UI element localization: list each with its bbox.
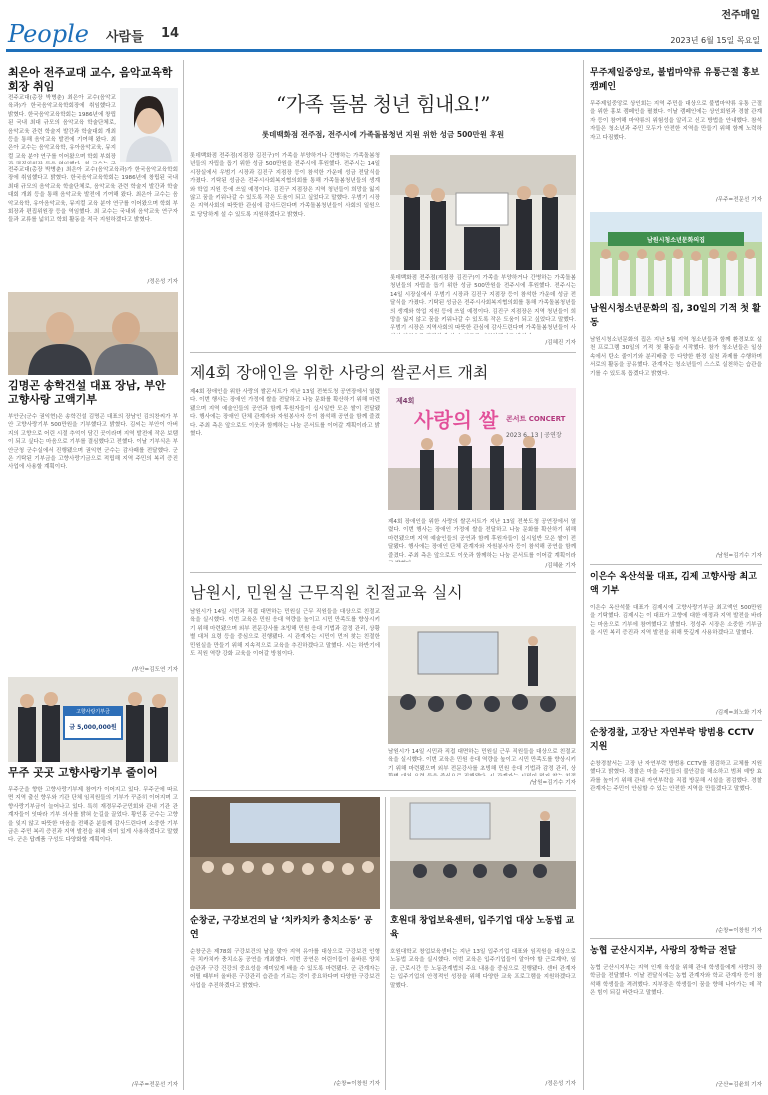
newspaper-name: 전주매일: [721, 10, 760, 21]
byline: /무주=전문선 기자: [131, 1082, 178, 1088]
byline: /정은성 기자: [147, 279, 178, 285]
article-body: 농협 군산시지부는 지역 인재 육성을 위해 관내 학생들에게 사랑의 장학금을 전달했다. 이날 전달식에는 농협 관계자와 학교 관계자 등이 참석해 학생들을 격려했다. 지부장은 학생들이 꿈을 향해 나아가는 데 작은 힘이 되길 바란다고 말했다.: [590, 965, 762, 997]
column-divider: [183, 60, 184, 1090]
byline: /정은성 기자: [545, 1081, 576, 1087]
article-headline: 농협 군산시지부, 사랑의 장학금 전달: [590, 946, 737, 956]
article-body: 남원시가 14일 시민과 직접 대면하는 민원실 근무 직원들을 대상으로 친절교육을 실시했다. 이번 교육은 민원 응대 역량을 높이고 시민 만족도를 향상시키기 위해 마련됐으며 외부 전문강사를 초빙해 민원 응대 기법과 감정 관리, 상황별 대처 요령 등을 중심으로 진행됐다. 시 관계자는 시민이 먼저 찾는 친절한 민원실을 만들기 위해 지속적으로 교육을 추진하겠다고 말했다. 시는 하반기에도 직원 역량 강화 교육을 이어갈 방침이다.: [190, 609, 380, 658]
article-body: 호원대학교 창업보육센터는 지난 13일 입주기업 대표와 임직원을 대상으로 노동법 교육을 실시했다. 이번 교육은 입주기업들이 알아야 할 근로계약, 임금, 근로시간 등 노동관계법의 주요 내용을 중심으로 진행됐다. 센터 관계자는 입주기업의 안정적인 성장을 위해 다양한 교육 프로그램을 지원하겠다고 말했다.: [390, 949, 576, 989]
poster-info: 2023 6. 13 | 공연장: [506, 432, 562, 439]
portrait-photo: [120, 88, 178, 162]
page-number: 14: [161, 26, 180, 41]
article-muju-campaign: [590, 66, 762, 206]
column-divider: [385, 797, 386, 1090]
article-sunchang-dental: [190, 914, 380, 1090]
article-gimje-donation: [590, 570, 762, 718]
youth-group-photo: [590, 212, 762, 296]
lotte-ceremony-photo: [390, 155, 576, 270]
byline: /순창=이창원 기자: [333, 1081, 380, 1087]
poster-title: 사랑의 쌀: [414, 408, 499, 432]
article-headline: 최은아 전주교대 교수, 음악교육학회장 취임: [8, 66, 173, 93]
article-muju-donations: [8, 766, 178, 1091]
article-headline: 남원시, 민원실 근무직원 친절교육 실시: [190, 583, 463, 602]
issue-date: 2023년 6월 15일 목요일: [670, 36, 760, 45]
article-sunchang-cctv: [590, 726, 762, 936]
article-divider: [590, 938, 762, 939]
byline: /김혜윤 기자: [545, 563, 576, 569]
article-body: 순창군은 제78회 구강보건의 날을 맞아 지역 유아를 대상으로 구강보건 인형극 치카치카 충치소동 공연을 개최했다. 이번 공연은 어린이들이 올바른 양치 습관과 구강 건강의 중요성을 재미있게 배울 수 있도록 마련됐다. 군 관계자는 어릴 때부터 올바른 구강관리 습관을 기르는 것이 중요하다며 다양한 구강보건 사업을 추진하겠다고 밝혔다.: [190, 949, 380, 989]
byline: /김제=최노화 기자: [715, 710, 762, 716]
article-body: 전주교대(총장 박병춘) 최은아 교수(음악교육과)가 한국음악교육학회장에 취임했다고 밝혔다. 한국음악교육학회는 1986년에 창립된 국내 최대 규모의 음악교육 학술단체로, 음악교육 관련 학술지 발간과 학술대회 개최 등을 통해 음악교육 발전에 기여해 왔다. 최은아 교수는 음악교육학, 유아음악교육, 뮤지컬 교육 분야 연구를 이어왔으며 학회 부회장: [8, 95, 116, 160]
article-body: 롯데백화점 전주점(지점장 김진구)이 가족을 부양하거나 간병하는 가족돌봄청년들의 자립을 돕기 위한 성금 500만원을 전주시에 후원했다. 전주시는 14일 시장실에서 우범기 시장과 김진구 지점장 등이 참석한 가운데 성금 전달식을 가졌다. 기탁된 성금은 전주시사회복지협의회를 통해 가족돌봄청년들의 생계와 학업 지원 등에 쓰일 예정이다. 김진구 지점장은 지역 청년들이 희망을 잃지 않고 꿈을 키워나갈 수 있도록 작은 도움이 되고 싶었다고 말했다. 우범기 시장은 지역사회의 따뜻한 관심에 감사드린다며 가족돌봄청년들이 사회의 일원으로 당당하게 설 수 있도록 지원하겠다고 밝혔다.: [190, 153, 380, 218]
page-header: [0, 0, 768, 56]
article-body: 순창경찰서는 고장 난 자연부락 방범용 CCTV를 점검하고 교체를 지원했다고 밝혔다. 경찰은 마을 주민들의 불안감을 해소하고 범죄 예방 효과를 높이기 위해 관내 자연부락을 직접 방문해 시설을 점검했다. 경찰 관계자는 주민이 안심할 수 있는 안전한 지역을 만들겠다고 말했다.: [590, 761, 762, 793]
check-ceremony-photo: [8, 677, 178, 762]
training-session-photo: [388, 626, 576, 744]
byline: /남원=김기수 기자: [715, 553, 762, 559]
byline: /김혜진 기자: [545, 340, 576, 346]
article-headline: 무주제일중앙로, 불법마약류 유통근절 홍보 캠페인: [590, 68, 760, 92]
article-gunsan-scholarship: [590, 944, 762, 1090]
article-body-cont: 전주교대(총장 박병춘) 최은아 교수(음악교육과)가 한국음악교육학회장에 취임했다고 밝혔다. 한국음악교육학회는 1986년에 창립된 국내 최대 규모의 음악교육 학술단체로, 음악교육 관련 학술지 발간과 학술대회 개최 등을 통해 음악교육 발전에 기여해 왔다. 최은아 교수는 음악교육학, 유아음악교육, 뮤지컬 교육 분야 연구를 이어왔으며 학회 부회장과 편집위원장 등을 역임했다. 최 교수는 국내외 음악교육 연구자들과 교류를 넓히고 학회 활동을 적극 지원하겠다고 밝혔다.: [8, 167, 178, 224]
article-subtitle: 롯데백화점 전주점, 전주시에 가족돌봄청년 지원 위한 성금 500만원 후원: [261, 130, 505, 139]
article-howon-labor: [390, 914, 576, 1090]
byline: /부안=김도연 기자: [131, 667, 178, 673]
article-body: 부안군(군수 권익현)은 송학건설 김명곤 대표의 장남인 김의찬씨가 부안 고향사랑기부 500만원을 기부했다고 밝혔다. 김씨는 부안이 아버지의 고향으로 어린 시절 추억이 담긴 곳이라며 지역 발전에 작은 보탬이 되고 싶다는 마음으로 기부를 결심했다고 전했다. 이날 기부식은 부안군청 군수실에서 진행됐으며 권익현 군수는 감사패를 전달했다. 군은 기탁된 기부금을 고향사랑기금으로 적립해 지역 주민의 복리 증진 사업에 사용할 계획이다.: [8, 414, 178, 471]
article-headline: 김명곤 송학건설 대표 장남, 부안 고향사랑 고액기부: [8, 379, 166, 406]
article-divider: [190, 352, 576, 353]
article-headline: “가족 돌봄 청년 힘내요!”: [276, 92, 490, 116]
column-divider: [583, 60, 584, 1090]
article-choi-euna: [8, 66, 178, 288]
byline: /군산=김윤희 기자: [715, 1082, 762, 1088]
article-headline: 무주 곳곳 고향사랑기부 줄이어: [8, 766, 158, 779]
check-title: 고향사랑기부금: [76, 709, 110, 715]
article-divider: [590, 720, 762, 721]
banner-text: 남원시청소년문화의집: [647, 237, 705, 244]
donation-photo: [8, 292, 178, 375]
poster-edition: 제4회: [396, 397, 415, 405]
article-body: 남원시청소년문화의 집은 지난 5월 지역 청소년들과 함께 환경보호 실천 프로그램 30일의 기적 첫 활동을 시작했다. 참가 청소년들은 일상 속에서 탄소 줄이기와 분리배출 등 다양한 환경 실천 과제를 수행하며 서로의 활동을 공유했다. 관계자는 청소년들이 스스로 실천하는 습관을 기를 수 있도록 돕겠다고 밝혔다.: [590, 337, 762, 377]
article-headline: 순창군, 구강보건의 날 ‘치카치카 충치소동’ 공연: [190, 916, 373, 940]
article-kim-donation: [8, 379, 178, 674]
article-headline: 순창경찰, 고장난 자연부락 방범용 CCTV 지원: [590, 728, 754, 752]
concert-stage-photo: [388, 388, 576, 510]
article-headline: 이은수 옥산석물 대표, 김제 고향사랑 최고액 기부: [590, 572, 757, 596]
section-brand: People: [8, 20, 89, 48]
labor-law-photo: [390, 797, 576, 909]
article-divider: [590, 564, 762, 565]
article-headline: 호원대 창업보육센터, 입주기업 대상 노동법 교육: [390, 916, 575, 940]
byline: /순창=이창원 기자: [715, 928, 762, 934]
header-rule: [6, 49, 762, 52]
article-headline: 제4회 장애인을 위한 사랑의 쌀콘서트 개최: [190, 363, 489, 382]
poster-subtitle: 콘서트 CONCERT: [506, 415, 566, 423]
article-divider: [190, 572, 576, 573]
article-body: 무주군을 향한 고향사랑기부제 참여가 이어지고 있다. 무주군에 따르면 지역 출신 향우와 기관 단체 임직원들의 기부가 꾸준히 이어지며 고향사랑기부금이 늘어나고 있다. 특히 재경무주군민회와 관내 기관 관계자들이 잇따라 기부 의사를 밝혀 눈길을 끌었다. 황인홍 군수는 고향을 잊지 않고 따뜻한 마음을 전해준 분들께 감사드린다며 소중한 기부금은 주민 복리 증진과 지역 발전을 위해 의미 있게 사용하겠다고 말했다. 군은 답례품 구성도 다양화할 계획이다.: [8, 787, 178, 844]
article-divider: [190, 790, 576, 791]
photo-caption: 제4회 장애인을 위한 사랑의 쌀콘서트가 지난 13일 전북도청 공연장에서 열렸다. 이번 행사는 장애인 가정에 쌀을 전달하고 나눔 문화를 확산하기 위해 마련됐으며 지역 예술인들의 공연과 함께 후원자들이 십시일반 모은 쌀이 전달됐다. 행사에는 장애인 단체 관계자와 자원봉사자 등이 참석해 공연을 함께 즐겼다. 주최 측은 앞으로도 이웃과 함께하는 나눔 콘서트를 이어갈 계획이라: [388, 519, 576, 559]
puppet-show-photo: [190, 797, 380, 909]
photo-caption: 롯데백화점 전주점(지점장 김진구)이 가족을 부양하거나 간병하는 가족돌봄청년들의 자립을 돕기 위한 성금 500만원을 전주시에 후원했다. 전주시는 14일 시장실에서 우범기 시장과 김진구 지점장 등이 참석한 가운데 성금 전달식을 가졌다. 기탁된 성금은 전주시사회복지협의회를 통해 가족돌봄청년들의 생계와 학업 지원 등에 쓰일 예정이다. 김진구 지점장은 지역 청년들이 희망을 잃지 않고 꿈을 키워나갈 수 있도록 작은 도움이 되고 싶었다고 말했다. 우범기 시장은 지역사회의 따뜻한 관심에 감사드린다며 가족돌봄청년들이 사: [390, 275, 576, 332]
article-namwon-youth: [590, 302, 762, 562]
article-headline: 남원시청소년문화의 집, 30일의 기적 첫 활동: [590, 304, 761, 328]
article-body: 무주제일중앙로 상인회는 지역 주민을 대상으로 불법마약류 유통 근절을 위한 홍보 캠페인을 펼쳤다. 이날 캠페인에는 상인회원과 경찰 관계자 등이 참여해 마약류의 위험성을 알리고 신고 방법을 안내했다. 참석자들은 청소년과 주민 모두가 안전한 지역을 만들기 위해 함께 노력하자고 다짐했다.: [590, 101, 762, 141]
section-name: 사람들: [106, 30, 144, 45]
article-body: 제4회 장애인을 위한 사랑의 쌀콘서트가 지난 13일 전북도청 공연장에서 열렸다. 이번 행사는 장애인 가정에 쌀을 전달하고 나눔 문화를 확산하기 위해 마련됐으며 지역 예술인들의 공연과 함께 후원자들이 십시일반 모은 쌀이 전달됐다. 행사에는 장애인 단체 관계자와 자원봉사자 등이 참석해 공연을 함께 즐겼다. 주최 측은 앞으로도 이웃과 함께하는 나눔 콘서트를 이어갈 계획이라고 밝혔다.: [190, 389, 380, 438]
photo-caption: 남원시가 14일 시민과 직접 대면하는 민원실 근무 직원들을 대상으로 친절교육을 실시했다. 이번 교육은 민원 응대 역량을 높이고 시민 만족도를 향상시키기 위해 마련됐으며 외부 전문강사를 초빙해 민원 응대 기법과 감정 관리, 상: [388, 749, 576, 772]
byline: /남원=김기수 기자: [529, 780, 576, 786]
article-body: 이은수 옥산석물 대표가 김제시에 고향사랑기부금 최고액인 500만원을 기탁했다. 김제시는 이 대표가 고향에 대한 애정과 지역 발전을 바라는 마음으로 기부에 참여했다고 밝혔다. 정성주 시장은 소중한 기부금을 시민 복리 증진과 지역 발전을 위해 뜻깊게 사용하겠다고 말했다.: [590, 605, 762, 637]
check-amount: 금 5,000,000원: [69, 724, 117, 731]
byline: /무주=전문선 기자: [715, 197, 762, 203]
